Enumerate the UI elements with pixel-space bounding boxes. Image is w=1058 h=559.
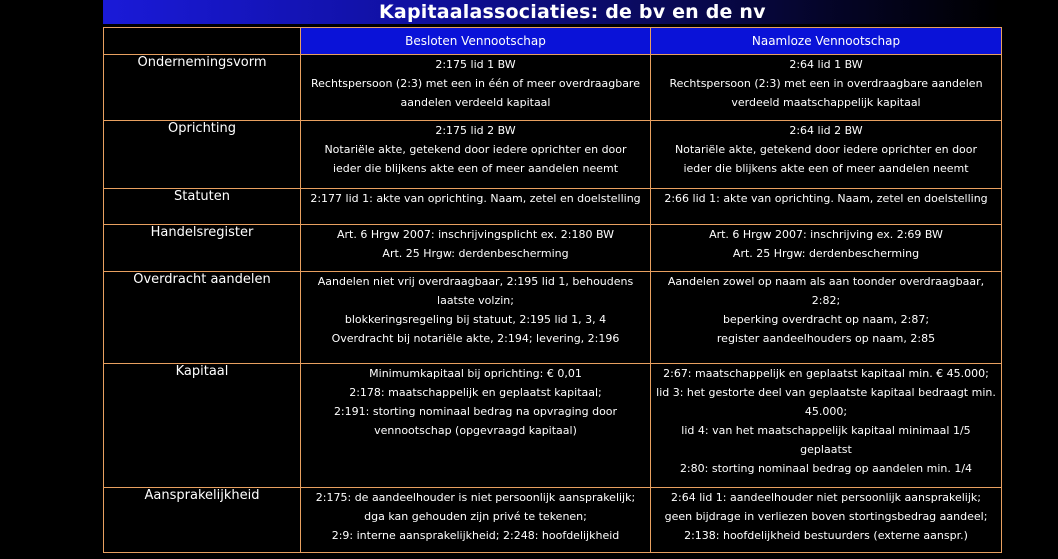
row-label-kapitaal: Kapitaal: [104, 364, 301, 488]
cell-text-line: Rechtspersoon (2:3) met een in overdraagbare aandelen: [669, 77, 983, 90]
cell-nv-kapitaal: [651, 364, 1002, 488]
cell-text-line: 2:64 lid 1: aandeelhouder niet persoonlijk aansprakelijk;: [671, 491, 981, 504]
table-row-oprichting: [104, 121, 1002, 189]
cell-nv-handelsregister: [651, 225, 1002, 272]
cell-bv-statuten: [301, 189, 651, 225]
cell-text-line: dga kan gehouden zijn privé te tekenen;: [364, 510, 587, 523]
cell-nv-ondernemingsvorm: [651, 55, 1002, 121]
table-row-ondernemingsvorm: [104, 55, 1002, 121]
cell-text-line: 2:9: interne aansprakelijkheid; 2:248: hoofdelijkheid: [331, 529, 620, 542]
cell-text-line: Aandelen niet vrij overdraagbaar, 2:195 lid 1, behoudens: [317, 275, 634, 288]
cell-text-line: laatste volzin;: [437, 294, 514, 307]
corner-cell: [104, 28, 301, 55]
row-label-ondernemingsvorm: Ondernemingsvorm: [104, 55, 301, 121]
cell-text-line: 2:82;: [811, 294, 841, 307]
cell-nv-aansprakelijkheid: [651, 488, 1002, 553]
cell-text-line: 2:67: maatschappelijk en geplaatst kapitaal min. € 45.000;: [663, 367, 989, 380]
row-label-overdracht-aandelen: Overdracht aandelen: [104, 272, 301, 364]
table-row-statuten: [104, 189, 1002, 225]
cell-text-line: 2:175 lid 2 BW: [435, 124, 516, 137]
cell-bv-ondernemingsvorm: [301, 55, 651, 121]
comparison-table: [103, 27, 1002, 553]
cell-text-line: aandelen verdeeld kapitaal: [400, 96, 551, 109]
cell-text-line: Art. 25 Hrgw: derdenbescherming: [732, 247, 920, 260]
cell-text-line: Art. 25 Hrgw: derdenbescherming: [382, 247, 569, 260]
cell-text-line: Notariële akte, getekend door iedere oprichter en door: [324, 143, 627, 156]
cell-text-line: 2:175 lid 1 BW: [435, 58, 516, 71]
cell-text-line: Overdracht bij notariële akte, 2:194; levering, 2:196: [331, 332, 620, 345]
header-row: [104, 28, 1002, 55]
cell-bv-kapitaal: [301, 364, 651, 488]
cell-text-line: lid 4: van het maatschappelijk kapitaal minimaal 1/5: [681, 424, 971, 437]
cell-text-line: Art. 6 Hrgw 2007: inschrijvingsplicht ex. 2:180 BW: [336, 228, 614, 241]
cell-text-line: ieder die blijkens akte een of meer aandelen neemt: [332, 162, 619, 175]
cell-nv-oprichting: [651, 121, 1002, 189]
cell-nv-statuten: [651, 189, 1002, 225]
cell-text-line: 45.000;: [804, 405, 848, 418]
table-row-aansprakelijkheid: [104, 488, 1002, 553]
cell-bv-oprichting: [301, 121, 651, 189]
cell-text-line: 2:80: storting nominaal bedrag op aandelen min. 1/4: [679, 462, 973, 475]
table-row-kapitaal: [104, 364, 1002, 488]
cell-text-line: 2:178: maatschappelijk en geplaatst kapitaal;: [349, 386, 602, 399]
cell-text-line: 2:64 lid 1 BW: [789, 58, 863, 71]
cell-text-line: beperking overdracht op naam, 2:87;: [722, 313, 930, 326]
cell-text-line: vennootschap (opgevraagd kapitaal): [374, 424, 577, 437]
cell-text-line: lid 3: het gestorte deel van geplaatste kapitaal bedraagt min.: [656, 386, 996, 399]
page-title: Kapitaalassociaties: de bv en de nv: [379, 1, 766, 23]
cell-text-line: verdeeld maatschappelijk kapitaal: [731, 96, 921, 109]
title-bar: [103, 0, 1000, 24]
cell-text-line: 2:191: storting nominaal bedrag na opvraging door: [333, 405, 618, 418]
cell-bv-handelsregister: [301, 225, 651, 272]
row-label-oprichting: Oprichting: [104, 121, 301, 189]
cell-text-line: Rechtspersoon (2:3) met een in één of meer overdraagbare: [311, 77, 640, 90]
cell-text-line: 2:66 lid 1: akte van oprichting. Naam, zetel en doelstelling: [664, 192, 988, 205]
table-row-overdracht-aandelen: [104, 272, 1002, 364]
cell-nv-overdracht-aandelen: [651, 272, 1002, 364]
cell-bv-overdracht-aandelen: [301, 272, 651, 364]
cell-text-line: blokkeringsregeling bij statuut, 2:195 lid 1, 3, 4: [344, 313, 607, 326]
cell-text-line: geen bijdrage in verliezen boven stortingsbedrag aandeel;: [664, 510, 988, 523]
cell-text-line: 2:177 lid 1: akte van oprichting. Naam, zetel en doelstelling: [310, 192, 641, 205]
row-label-handelsregister: Handelsregister: [104, 225, 301, 272]
table-row-handelsregister: [104, 225, 1002, 272]
cell-text-line: 2:64 lid 2 BW: [789, 124, 863, 137]
column-header-nv: Naamloze Vennootschap: [651, 28, 1002, 55]
cell-text-line: 2:138: hoofdelijkheid bestuurders (externe aanspr.): [684, 529, 968, 542]
cell-text-line: geplaatst: [800, 443, 852, 456]
cell-text-line: register aandeelhouders op naam, 2:85: [716, 332, 936, 345]
row-label-aansprakelijkheid: Aansprakelijkheid: [104, 488, 301, 553]
cell-text-line: 2:175: de aandeelhouder is niet persoonlijk aansprakelijk;: [315, 491, 636, 504]
cell-text-line: Art. 6 Hrgw 2007: inschrijving ex. 2:69 BW: [709, 228, 943, 241]
cell-text-line: ieder die blijkens akte een of meer aandelen neemt: [683, 162, 969, 175]
column-header-bv: Besloten Vennootschap: [301, 28, 651, 55]
cell-text-line: Aandelen zowel op naam als aan toonder overdraagbaar,: [667, 275, 985, 288]
cell-text-line: Notariële akte, getekend door iedere oprichter en door: [674, 143, 978, 156]
row-label-statuten: Statuten: [104, 189, 301, 225]
cell-bv-aansprakelijkheid: [301, 488, 651, 553]
cell-text-line: Minimumkapitaal bij oprichting: € 0,01: [369, 367, 582, 380]
